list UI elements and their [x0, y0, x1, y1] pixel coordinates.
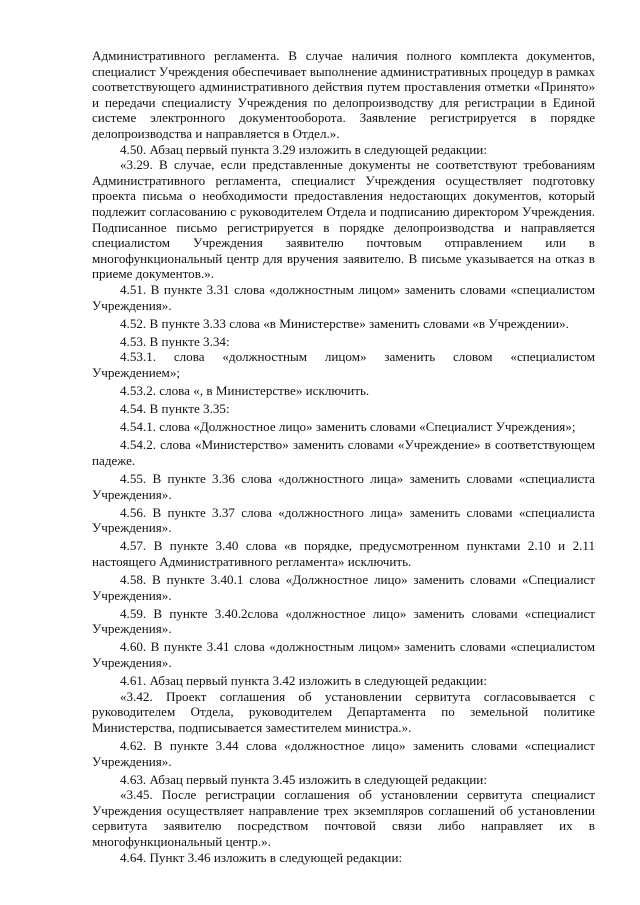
paragraph: 4.52. В пункте 3.33 слова «в Министерстве» заменить словами «в Учреждении». — [120, 315, 569, 331]
paragraph: «3.29. В случае, если представленные документы не соответствуют требованиям Административного регламента, специалист Учреждения осуществляет подготовку проекта письма о необходимости предоставления недостающих документов, который подлежит согласованию с руководителем Отдела и подписанию директором Учреждения. Подписанное письмо регистрируется в порядке делопроизводства и направляется специалистом Учреждения заявителю почтовым отправлением или в многофункциональный центр для вручения заявителю. В письме указывается на отказ в приеме документов.». — [92, 157, 595, 282]
paragraph: 4.57. В пункте 3.40 слова «в порядке, предусмотренном пунктами 2.10 и 2.11 настоящего Административного регламента» исключить. — [92, 538, 595, 569]
paragraph: 4.50. Абзац первый пункта 3.29 изложить в следующей редакции: — [120, 141, 487, 157]
paragraph: 4.53.1. слова «должностным лицом» заменить словом «специалистом Учреждением»; — [92, 349, 595, 380]
paragraph: 4.53.2. слова «, в Министерстве» исключить. — [120, 382, 370, 398]
paragraph: 4.63. Абзац первый пункта 3.45 изложить в следующей редакции: — [120, 771, 487, 787]
paragraph: 4.58. В пункте 3.40.1 слова «Должностное лицо» заменить словами «Специалист Учреждения». — [92, 572, 595, 603]
paragraph: 4.54. В пункте 3.35: — [120, 401, 230, 417]
paragraph: 4.62. В пункте 3.44 слова «должностное лицо» заменить словами «специалист Учреждения». — [92, 737, 595, 769]
paragraph: Административного регламента. В случае наличия полного комплекта документов, специалист Учреждения обеспечивает выполнение административных процедур в рамках соответствующего административного действия путем проставления отметки «Принято» и передачи специалисту Учреждения по делопроизводству для регистрации в Единой системе электронного документооборота. Заявление регистрируется в порядке делопроизводства и направляется в Отдел.». — [92, 48, 595, 141]
paragraph: 4.59. В пункте 3.40.2слова «должностное лицо» заменить словами «специалист Учреждения». — [92, 605, 595, 637]
paragraph: 4.53. В пункте 3.34: — [120, 333, 230, 349]
paragraph: «3.45. После регистрации соглашения об установлении сервитута специалист Учреждения осуществляет направление трех экземпляров соглашений об установлении сервитута заявителю посредством почтовой связи либо направляет их в многофункциональный центр.». — [92, 787, 595, 849]
document-body — [92, 48, 595, 865]
paragraph: 4.55. В пункте 3.36 слова «должностного лица» заменить словами «специалиста Учреждения». — [92, 470, 595, 502]
paragraph: 4.61. Абзац первый пункта 3.42 изложить в следующей редакции: — [120, 673, 487, 689]
paragraph: 4.54.1. слова «Должностное лицо» заменить словами «Специалист Учреждения»; — [120, 419, 576, 435]
paragraph: «3.42. Проект соглашения об установлении сервитута согласовывается с руководителем Отдела, руководителем Департамента по земельной политике Министерства, подписывается заместителем министра.». — [92, 688, 595, 735]
paragraph: 4.56. В пункте 3.37 слова «должностного лица» заменить словами «специалиста Учреждения». — [92, 504, 595, 536]
paragraph: 4.51. В пункте 3.31 слова «должностным лицом» заменить словами «специалистом Учреждения». — [92, 281, 595, 313]
paragraph: 4.60. В пункте 3.41 слова «должностным лицом» заменить словами «специалистом Учреждения». — [92, 639, 595, 670]
paragraph: 4.54.2. слова «Министерство» заменить словами «Учреждение» в соответствующем падеже. — [92, 437, 595, 468]
paragraph: 4.64. Пункт 3.46 изложить в следующей редакции: — [120, 849, 403, 865]
